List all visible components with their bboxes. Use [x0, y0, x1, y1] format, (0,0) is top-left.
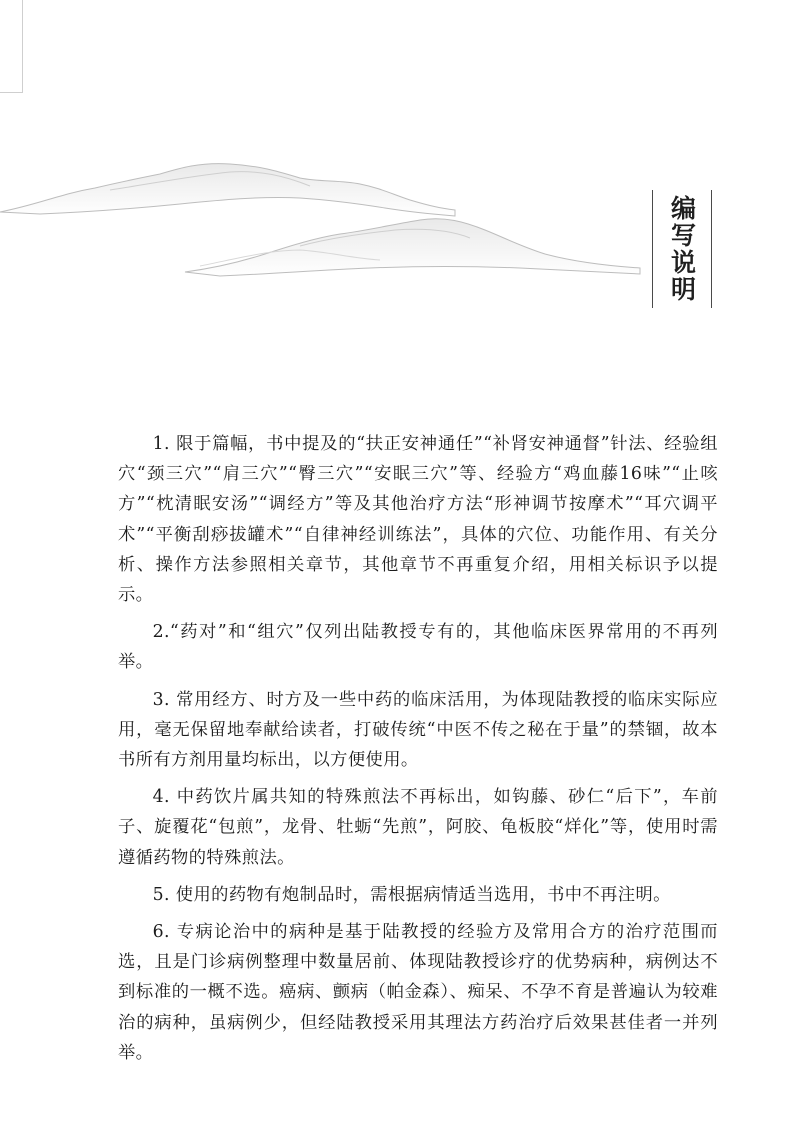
upper-mountain-range — [0, 164, 455, 216]
note-paragraph-3: 3. 常用经方、时方及一些中药的临床活用，为体现陆教授的临床实际应用，毫无保留地奉献给读者，打破传统“中医不传之秘在于量”的禁锢，故本书所有方剂用量均标出，以方便使用。 — [118, 689, 718, 771]
page-corner-crop-mark — [0, 0, 23, 93]
lower-mountain-range — [185, 219, 640, 276]
section-title: 编写说明 — [667, 195, 697, 303]
note-paragraph-1: 1. 限于篇幅，书中提及的“扶正安神通任”“补肾安神通督”针法、经验组穴“颈三穴”“肩三穴”“臀三穴”“安眠三穴”等、经验方“鸡血藤16味”“止咳方”“枕清眠安汤”“调经方”等及其他治疗方法“形神调节按摩术”“耳穴调平术”“平衡刮痧拔罐术”“自律神经训练法”，具体的穴位、功能作用、有关分析、操作方法参照相关章节，其他章节不再重复介绍，用相关标识予以提示。 — [118, 434, 718, 606]
section-title-frame — [652, 190, 712, 308]
note-paragraph-4: 4. 中药饮片属共知的特殊煎法不再标出，如钩藤、砂仁“后下”，车前子、旋覆花“包煎”，龙骨、牡蛎“先煎”，阿胶、龟板胶“烊化”等，使用时需遵循药物的特殊煎法。 — [118, 787, 718, 868]
note-paragraph-5: 5. 使用的药物有炮制品时，需根据病情适当选用，书中不再注明。 — [152, 884, 671, 905]
notes-body — [118, 429, 718, 1075]
note-paragraph-6: 6. 专病论治中的病种是基于陆教授的经验方及常用合方的治疗范围而选，且是门诊病例整理中数量居前、体现陆教授诊疗的优势病种，病例达不到标准的一概不选。癌病、颤病（帕金森）、痴呆、不孕不育是普遍认为较难治的病种，虽病例少，但经陆教授采用其理法方药治疗后效果甚佳者一并列举。 — [118, 922, 718, 1063]
note-paragraph-2: 2.“药对”和“组穴”仅列出陆教授专有的，其他临床医界常用的不再列举。 — [118, 622, 718, 673]
mountain-ink-illustration — [0, 150, 660, 285]
